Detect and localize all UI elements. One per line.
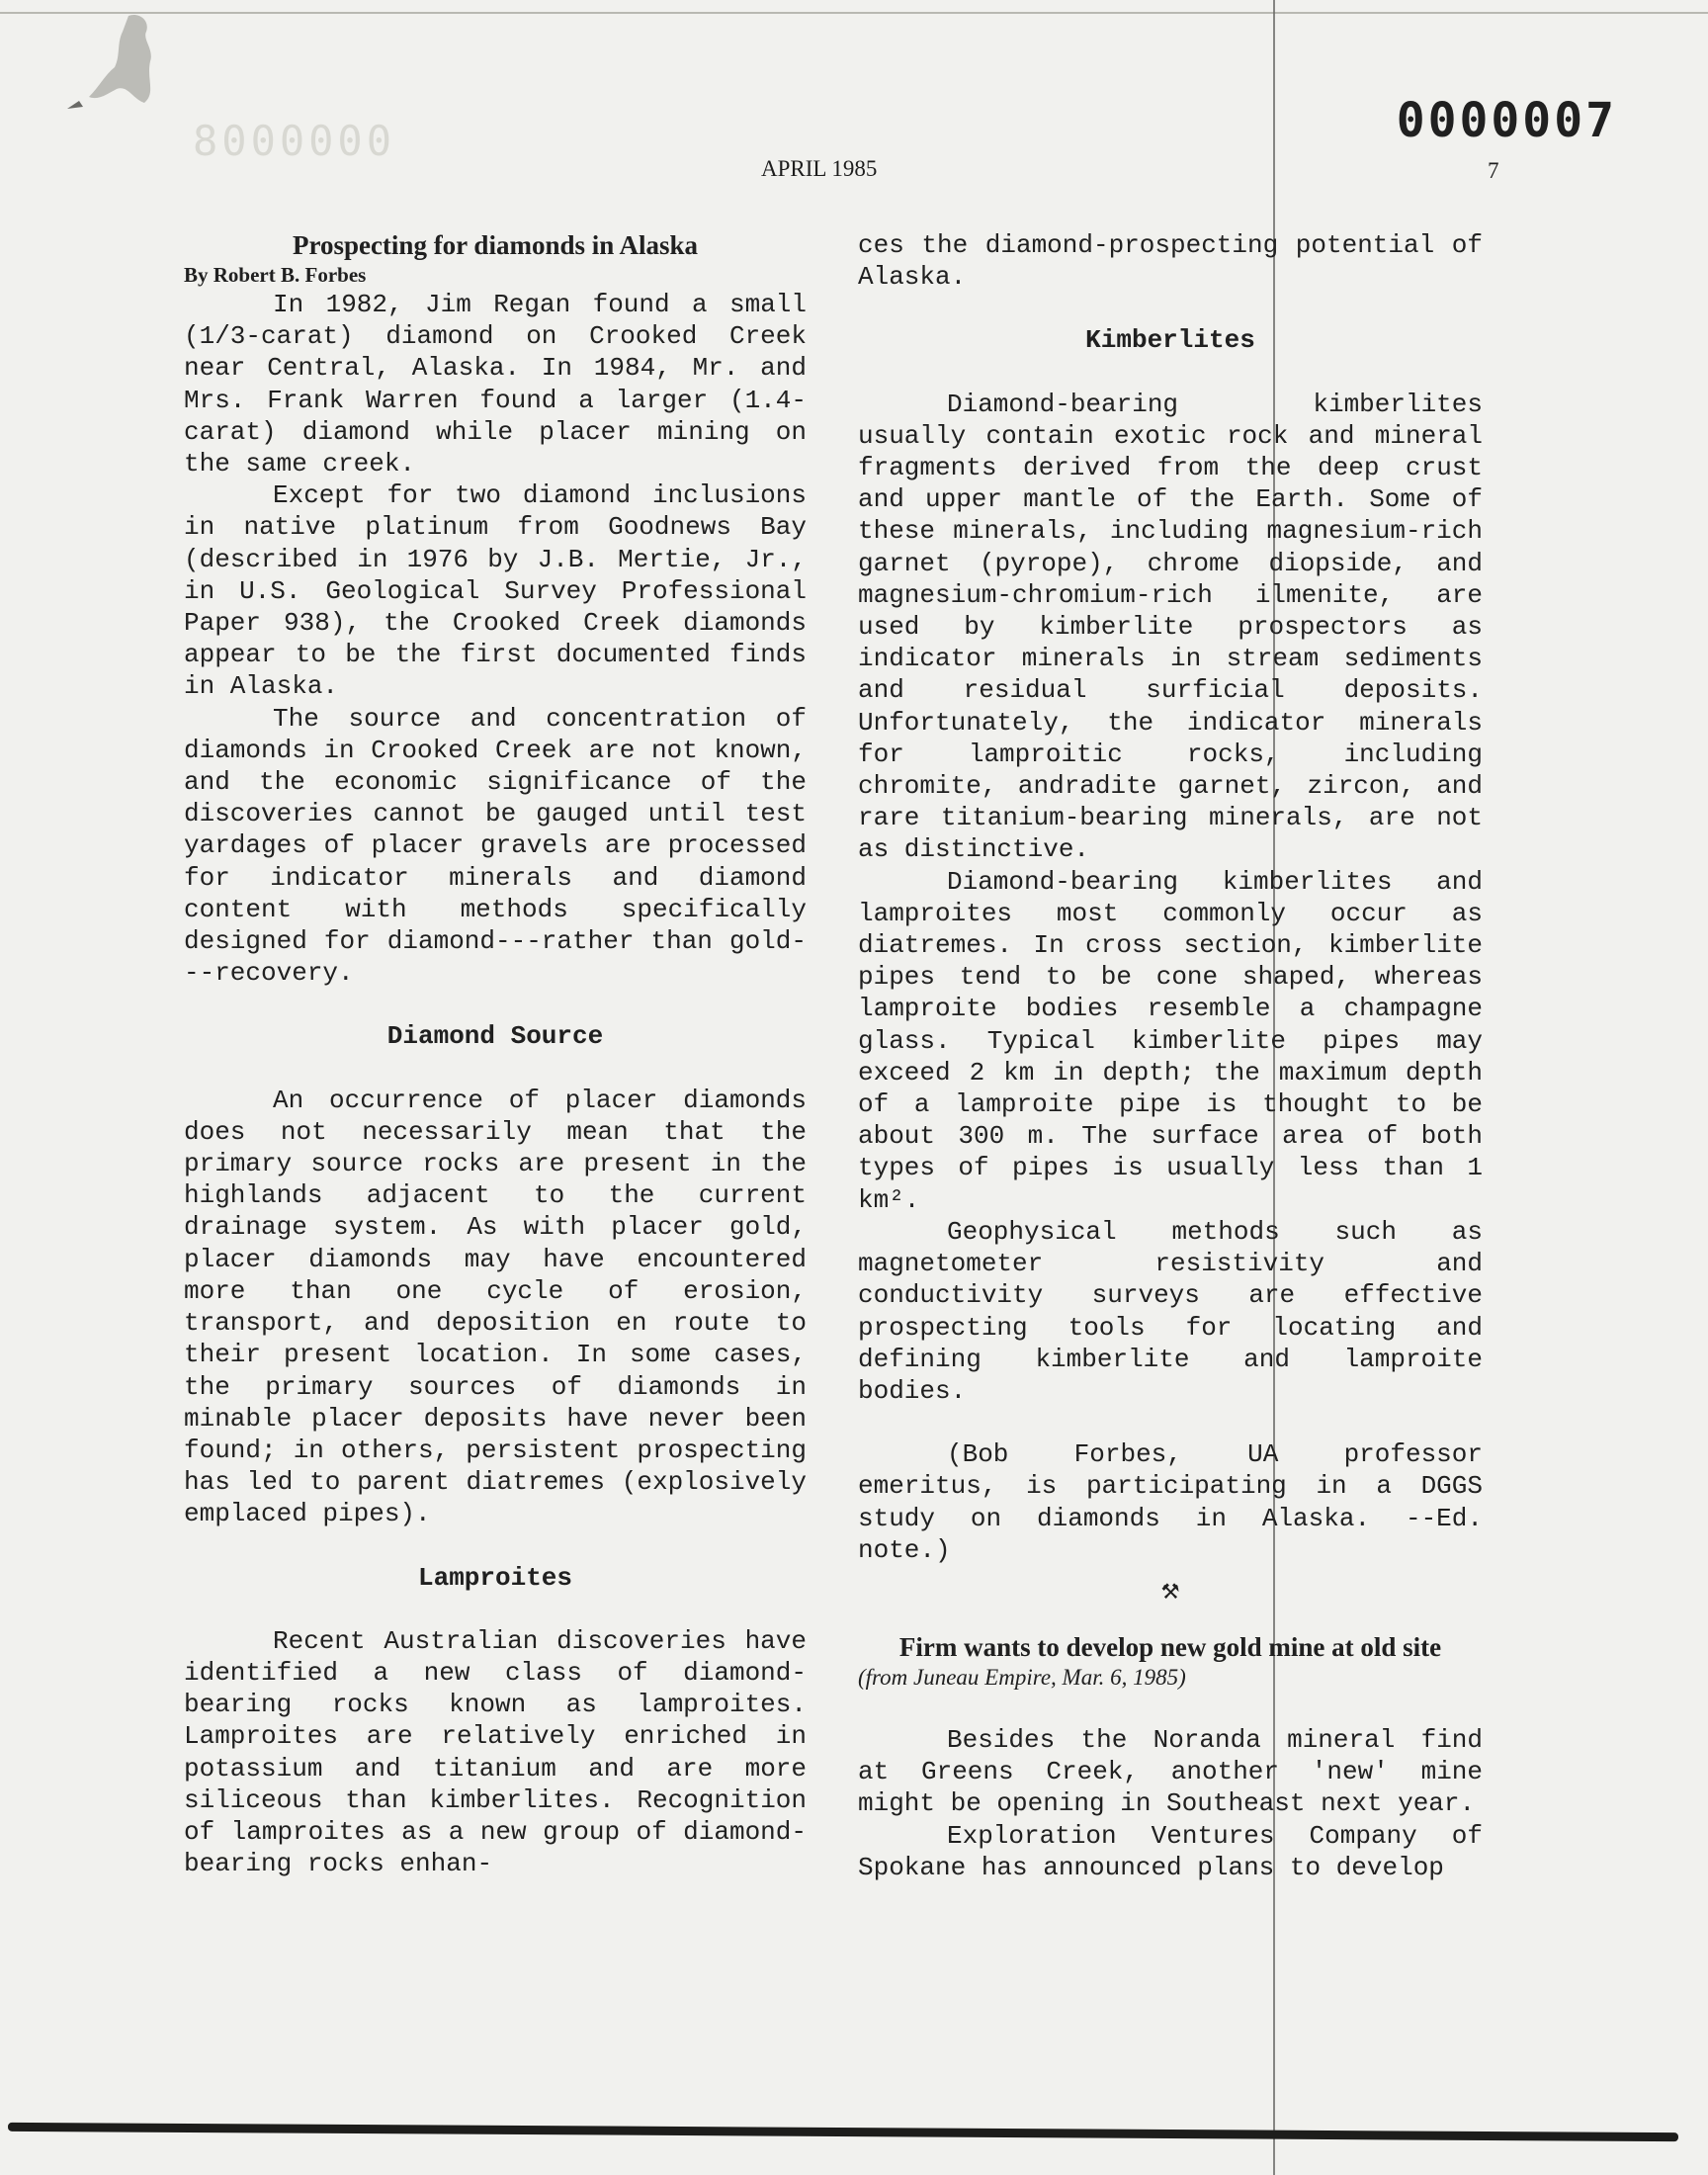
paragraph-continuation: ces the diamond-prospecting potential of Alaska.	[858, 230, 1483, 293]
crossed-pick-hammer-icon: ⚒	[1160, 1574, 1180, 1609]
faint-stamp-number: 8000000	[193, 117, 396, 165]
paragraph: The source and concentration of diamonds in Crooked Creek are not known, and the economic significance of the discoveries cannot be gauged until test yardages of placer gravels are processed for indicator minerals and diamond content with methods specifically designed for diamond---rather than gold---recovery.	[184, 703, 807, 989]
paragraph: Geophysical methods such as magnetometer resistivity and conductivity surveys are effective prospecting tools for locating and defining kimberlite and lamproite bodies.	[858, 1216, 1483, 1406]
section-heading: Kimberlites	[1085, 325, 1255, 356]
editor-note: (Bob Forbes, UA professor emeritus, is participating in a DGGS study on diamonds in Alaska. --Ed. note.)	[858, 1439, 1483, 1565]
document-number: 0000007	[1396, 93, 1617, 148]
section-heading: Lamproites	[417, 1562, 573, 1593]
section-heading: Diamond Source	[386, 1021, 604, 1052]
issue-date: APRIL 1985	[761, 156, 878, 181]
paragraph: Recent Australian discoveries have identified a new class of diamond-bearing rocks known as lamproites. Lamproites are relatively enriched in potassium and titanium and are more siliceous than kimberlites. Recognition of lamproites as a new group of diamond-bearing rocks enhan-	[184, 1625, 807, 1879]
paragraph: Except for two diamond inclusions in native platinum from Goodnews Bay (described in 1976 by J.B. Mertie, Jr., in U.S. Geological Survey Professional Paper 938), the Crooked Creek diamonds appear to be the first documented finds in Alaska.	[184, 480, 807, 702]
left-column	[184, 229, 807, 1879]
bottom-rule	[8, 2123, 1678, 2141]
right-column	[858, 229, 1483, 1883]
paragraph: Diamond-bearing kimberlites usually contain exotic rock and mineral fragments derived from the deep crust and upper mantle of the Earth. Some of these minerals, including magnesium-rich garnet (pyrope), chrome diopside, and magnesium-chromium-rich ilmenite, are used by kimberlite prospectors as indicator minerals in stream sediments and residual surficial deposits. Unfortunately, the indicator minerals for lamproitic rocks, including chromite, andradite garnet, zircon, and rare titanium-bearing minerals, are not as distinctive.	[858, 389, 1483, 865]
article-byline: By Robert B. Forbes	[184, 263, 367, 287]
paragraph: Besides the Noranda mineral find at Greens Creek, another 'new' mine might be opening in Southeast next year.	[858, 1724, 1483, 1819]
paragraph: Diamond-bearing kimberlites and lamproites most commonly occur as diatremes. In cross section, kimberlite pipes tend to be cone shaped, whereas lamproite bodies resemble a champagne glass. Typical kimberlite pipes may exceed 2 km in depth; the maximum depth of a lamproite pipe is thought to be about 300 m. The surface area of both types of pipes is usually less than 1 km².	[858, 866, 1483, 1215]
page-number: 7	[1488, 158, 1499, 183]
paragraph: In 1982, Jim Regan found a small (1/3-carat) diamond on Crooked Creek near Central, Alaska. In 1984, Mr. and Mrs. Frank Warren found a larger (1.4-carat) diamond while placer mining on the same creek.	[184, 290, 807, 479]
torn-corner-mark	[59, 10, 168, 119]
paragraph: An occurrence of placer diamonds does not necessarily mean that the primary source rocks are present in the highlands adjacent to the current drainage system. As with placer gold, placer diamonds may have encountered more than one cycle of erosion, transport, and deposition en route to their present location. In some cases, the primary sources of diamonds in minable placer deposits have never been found; in others, persistent prospecting has led to parent diatremes (explosively emplaced pipes).	[184, 1085, 807, 1529]
article-title: Prospecting for diamonds in Alaska	[292, 230, 699, 260]
page-edge	[0, 12, 1708, 14]
article-credit: (from Juneau Empire, Mar. 6, 1985)	[858, 1664, 1186, 1690]
paragraph: Exploration Ventures Company of Spokane has announced plans to develop	[858, 1820, 1483, 1882]
article-title: Firm wants to develop new gold mine at old site	[898, 1631, 1442, 1662]
